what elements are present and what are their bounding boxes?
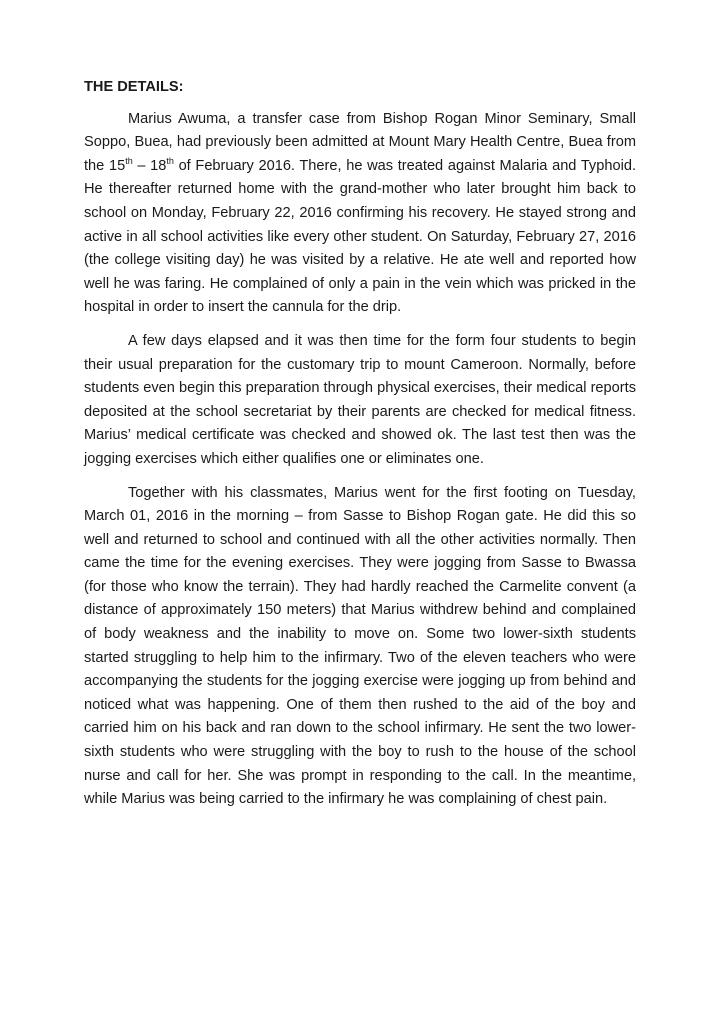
ordinal-suffix-18th: th — [166, 155, 174, 166]
section-heading: THE DETAILS: — [84, 79, 184, 95]
paragraph-1 — [84, 108, 636, 320]
paragraph-3: Together with his classmates, Marius went for the first footing on Tuesday, March 01, 2016 in the morning – from Sasse to Bishop Rogan gate. He did this so well and returned to school and continued with all the other activities normally. Then came the time for the evening exercises. They were jogging from Sasse to Bwassa (for those who know the terrain). They had hardly reached the Carmelite convent (a distance of approximately 150 meters) that Marius withdrew behind and complained of body weakness and the inability to move on. Some two lower-sixth students started struggling to help him to the infirmary. Two of the eleven teachers who were accompanying the students for the jogging exercise were jogging up from behind and noticed what was happening. One of them then rushed to the aid of the boy and carried him on his back and ran down to the school infirmary. He sent the two lower-sixth students who were struggling with the boy to rush to the house of the school nurse and call for her. She was prompt in responding to the call. In the meantime, while Marius was being carried to the infirmary he was complaining of chest pain. — [84, 484, 636, 808]
paragraph-1-part-a: Marius Awuma, a transfer case from Bishop Rogan Minor Seminary, Small Soppo, Buea, had previously been admitted at Mount Mary Health Centre, Buea from the 15 — [84, 110, 636, 174]
paragraph-1-part-b: – 18 — [132, 157, 167, 174]
document-body — [84, 76, 636, 822]
paragraph-1-part-c: of February 2016. There, he was treated against Malaria and Typhoid. He thereafter returned home with the grand-mother who later brought him back to school on Monday, February 22, 2016 confirming his recovery. He stayed strong and active in all school activities like every other student. On Saturday, February 27, 2016 (the college visiting day) he was visited by a relative. He ate well and reported how well he was faring. He complained of only a pain in the vein which was pricked in the hospital in order to insert the cannula for the drip. — [84, 157, 636, 316]
paragraph-2: A few days elapsed and it was then time for the form four students to begin their usual preparation for the customary trip to mount Cameroon. Normally, before students even begin this preparation through physical exercises, their medical reports deposited at the school secretariat by their parents are checked for medical fitness. Marius’ medical certificate was checked and showed ok. The last test then was the jogging exercises which either qualifies one or eliminates one. — [84, 332, 636, 467]
ordinal-suffix-15th: th — [125, 155, 133, 166]
